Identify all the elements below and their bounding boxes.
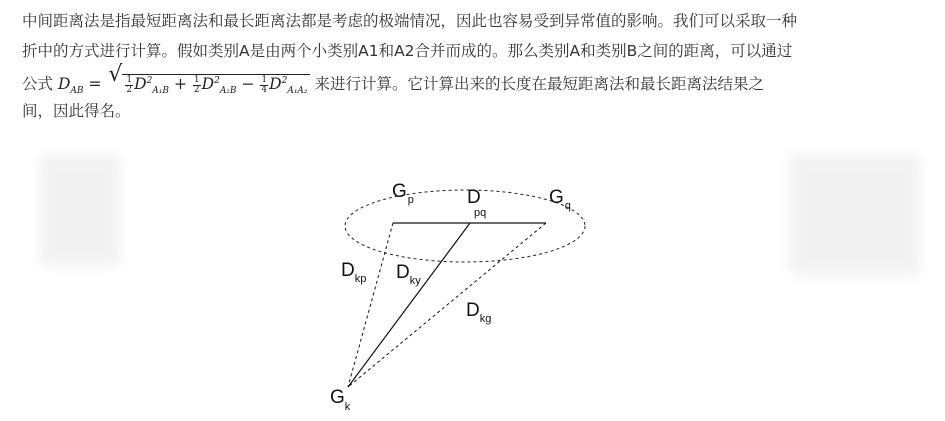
formula-plus: + [173,75,187,94]
label-d: D pq [467,187,487,219]
frac-quarter: $\frac{1}{4}$ [261,74,268,95]
formula-suffix: 来进行计算。它计算出来的长度在最短距离法和最长距离法结果之 [314,75,764,94]
formula-prefix: 公式 [22,75,54,94]
faded-edge-right [790,155,920,275]
term3-sub: A₁A₂ [287,86,308,97]
line-gk-d [348,223,470,387]
term2-d: D [201,75,215,94]
frac-half-2: $\frac{1}{2}$ [193,74,200,95]
label-gk: $G_k$ [330,387,351,413]
label-dkp: $D_{kp}$ [341,260,367,285]
distance-diagram-figure [0,145,945,417]
label-dky: $D_{ky}$ [396,262,421,287]
label-dkg: $D_{kg}$ [466,300,492,325]
line-gk-gp [348,223,393,387]
formula-lhs-sub: AB [70,86,84,97]
body-paragraph [22,6,922,126]
distance-formula [57,62,315,97]
paragraph-line-4: 间，因此得名。 [22,102,131,120]
formula-lhs: D [57,75,71,94]
paragraph-line-1: 中间距离法是指最短距离法和最长距离法都是考虑的极端情况，因此也容易受到异常值的影响。我们可以采取一种 [22,12,798,30]
formula-equals: = [88,75,102,94]
formula-sqrt: √ $\frac{1}{2}$ $D^2_{A_1B}$ + $\frac{1}{2}$ $D^2_{A_2B}$ − $\frac{1}{4}$ $D^2_{A_1A_2}$ [108,62,308,97]
faded-edge-left [40,155,120,265]
formula-minus: − [241,75,255,94]
label-gp: $G_p$ [392,181,414,206]
term3-d: D [269,75,282,94]
line-gk-gq [348,223,546,387]
term2-sub: A₂B [219,86,237,97]
term1-sub: A₁B [152,86,170,97]
label-gq: $G_q$ [549,187,571,212]
frac-half-1: $\frac{1}{2}$ [126,74,133,95]
paragraph-line-2: 折中的方式进行计算。假如类别A是由两个小类别A1和A2合并而成的。那么类别A和类别B之间的距离，可以通过 [22,42,793,60]
term1-d: D [134,75,147,94]
paragraph-line-3 [22,62,922,97]
